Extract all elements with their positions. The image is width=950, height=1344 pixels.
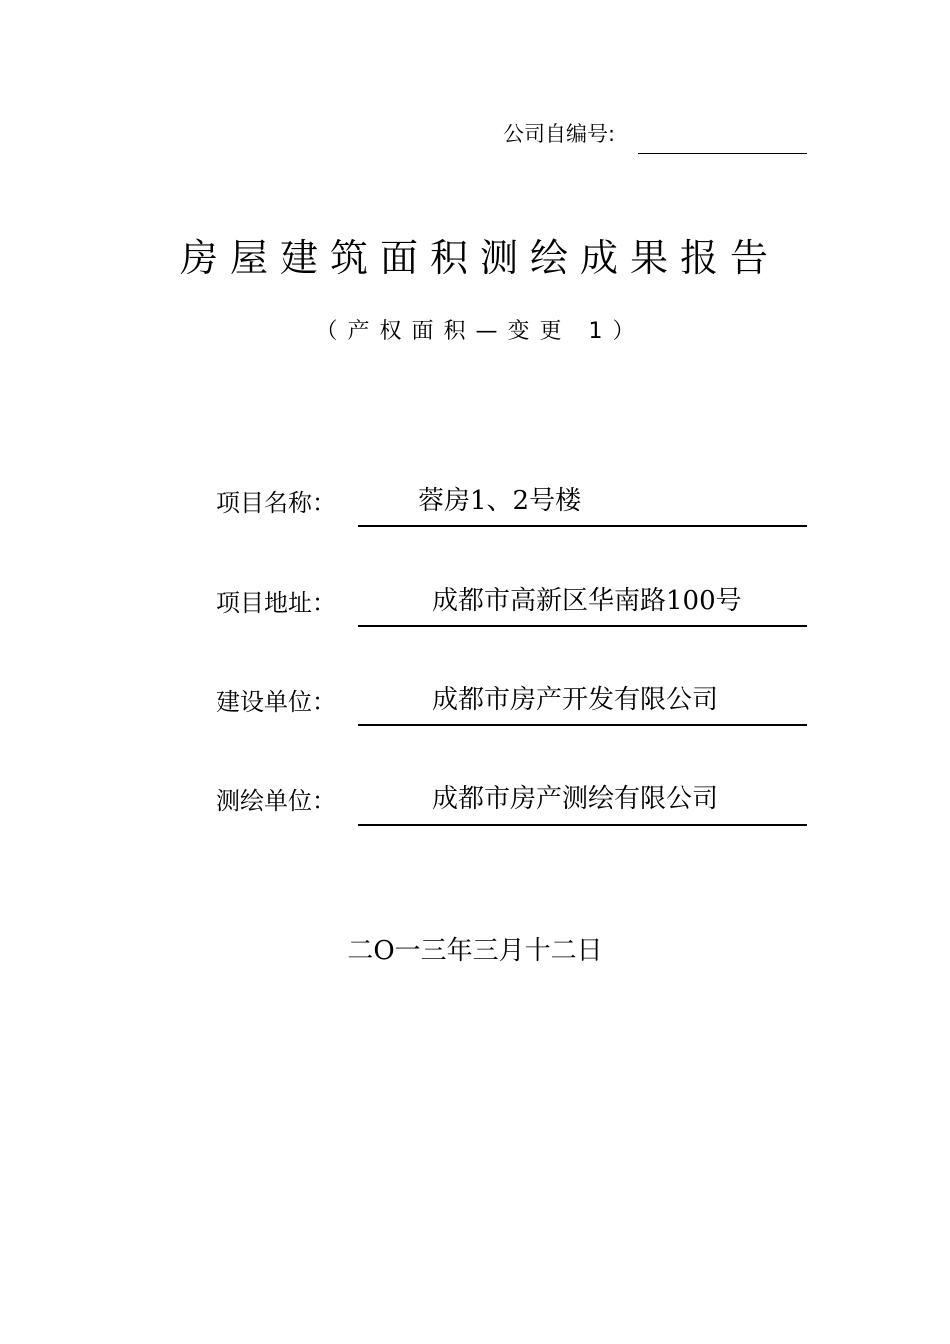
project-name-label: 项目名称： <box>216 489 336 517</box>
company-number-label: 公司自编号: <box>503 122 616 146</box>
report-date: 二O一三年三月十二日 <box>347 936 603 966</box>
company-number-field-line <box>638 153 807 154</box>
project-address-underline <box>358 625 807 627</box>
project-address-value: 成都市高新区华南路100号 <box>432 586 742 616</box>
surveying-unit-underline <box>358 824 807 826</box>
project-name-underline <box>358 525 807 527</box>
project-name-value: 蓉房1、2号楼 <box>418 486 582 516</box>
construction-unit-value: 成都市房产开发有限公司 <box>432 685 719 715</box>
surveying-unit-label: 测绘单位： <box>216 787 336 815</box>
report-title: 房屋建筑面积测绘成果报告 <box>179 236 780 280</box>
construction-unit-underline <box>358 724 807 726</box>
report-subtitle: （产权面积—变更 1） <box>315 319 645 344</box>
construction-unit-label: 建设单位： <box>216 688 336 716</box>
project-address-label: 项目地址： <box>216 589 336 617</box>
surveying-unit-value: 成都市房产测绘有限公司 <box>432 784 719 814</box>
